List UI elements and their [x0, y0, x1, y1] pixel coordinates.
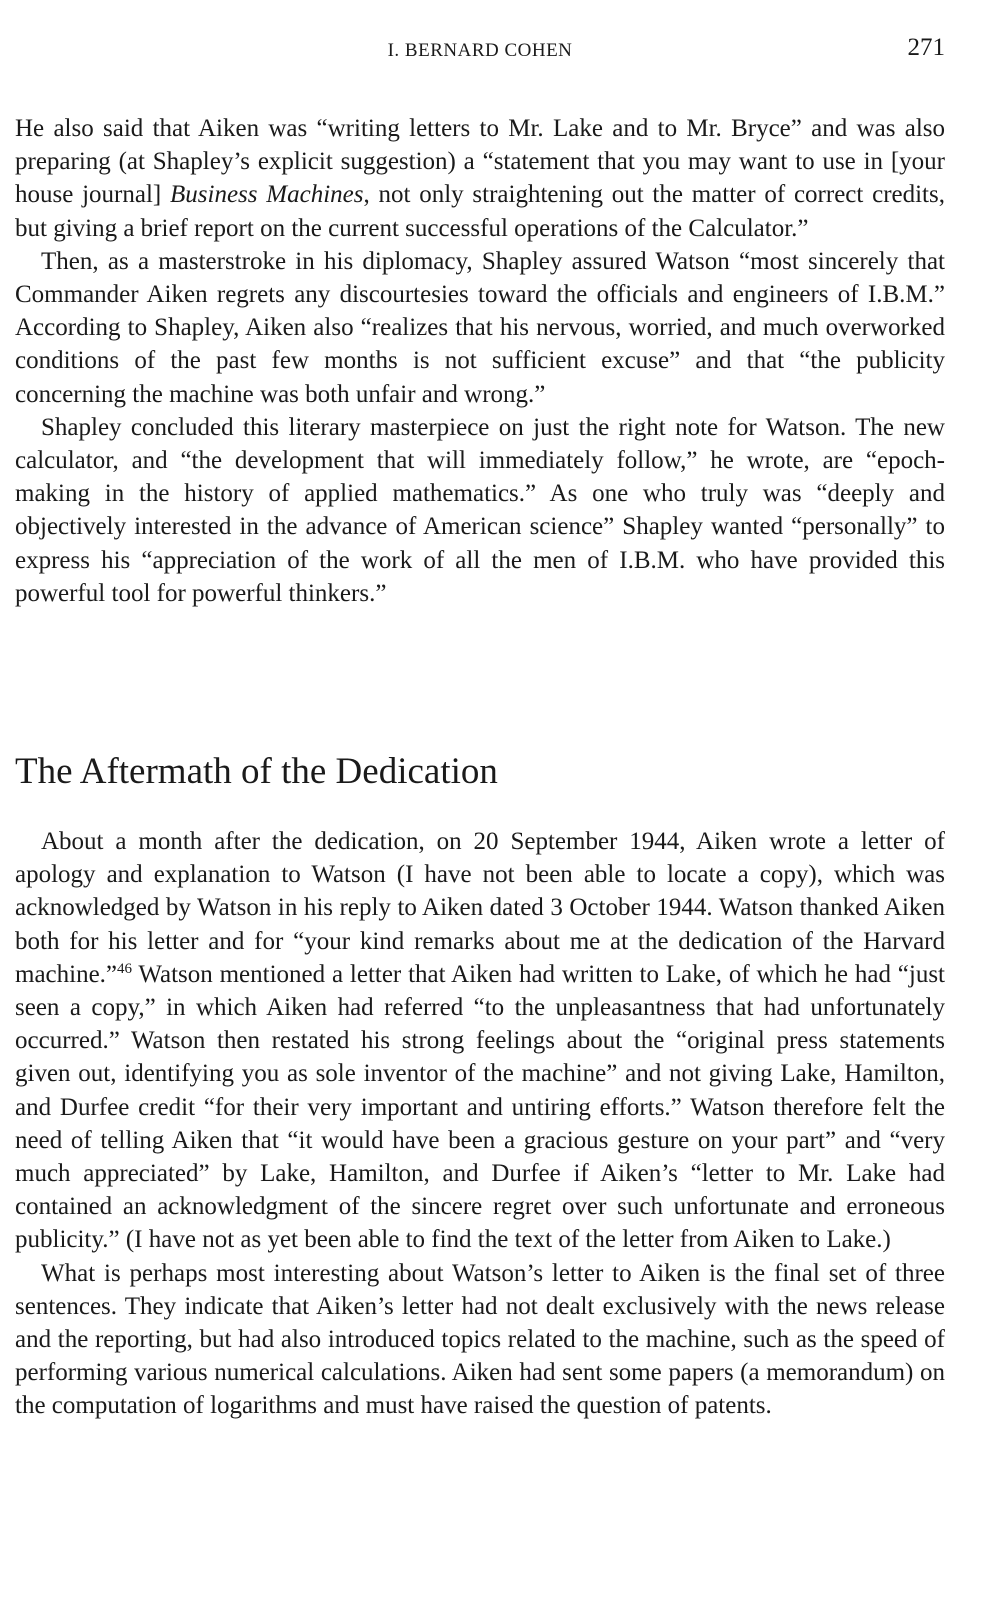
running-head [15, 34, 945, 68]
paragraph-text: Watson mentioned a letter that Aiken had written to Lake, of which he had “just seen a copy,” in which Aiken had referred “to the unpleasantness that had unfortunately occurred.” Watson then restated his strong feelings about the “original press statements given out, identifying you as sole inventor of the machine” and not giving Lake, Hamilton, and Durfee credit “for their very important and untiring efforts.” Watson therefore felt the need of telling Aiken that “it would have been a gracious gesture on your part” and “very much appreciated” by Lake, Hamilton, and Durfee if Aiken’s “letter to Mr. Lake had contained an acknowledgment of the sincere regret over such unfortunate and erroneous publicity.” (I have not as yet been able to find the text of the letter from Aiken to Lake.) [15, 960, 945, 1254]
footnote-reference: 46 [117, 960, 133, 977]
paragraph [15, 825, 945, 1257]
paragraph: What is perhaps most interesting about Watson’s letter to Aiken is the final set of three sentences. They indicate that Aiken’s letter had not dealt exclusively with the news release and the reporting, but had also introduced topics related to the machine, such as the speed of performing various numerical calculations. Aiken had sent some papers (a memorandum) on the computation of logarithms and must have raised the question of patents. [15, 1259, 945, 1420]
paragraph-text: , not only straightening out the matter of correct credits, but giving a brief report on the current successful operations of the Calculator.” [15, 181, 945, 242]
page-number: 271 [907, 34, 945, 61]
journal-title: Business Machines [170, 181, 364, 209]
section-heading: The Aftermath of the Dedication [15, 751, 498, 792]
text-block-after-heading [15, 825, 945, 1423]
paragraph: Then, as a masterstroke in his diplomacy, Shapley assured Watson “most sincerely that Commander Aiken regrets any discourtesies toward the officials and engineers of I.B.M.” According to Shapley, Aiken also “realizes that his nervous, worried, and much overworked conditions of the past few months is not sufficient excuse” and that “the publicity concerning the machine was both unfair and wrong.” [15, 247, 945, 408]
paragraph: Shapley concluded this literary masterpiece on just the right note for Watson. The new calculator, and “the development that will immediately follow,” he wrote, are “epoch-making in the history of applied mathematics.” As one who truly was “deeply and objectively interested in the advance of American science” Shapley wanted “personally” to express his “appreciation of the work of all the men of I.B.M. who have provided this powerful tool for powerful thinkers.” [15, 413, 945, 607]
paragraph-continued [15, 112, 945, 245]
paragraph-text: He also said that Aiken was “writing letters to Mr. Lake and to Mr. Bryce” and was also preparing (at Shapley’s explicit suggestion) a “statement that you may want to use in [your house journal] [15, 115, 945, 209]
paragraph-text: About a month after the dedication, on 20 September 1944, Aiken wrote a letter of apology and explanation to Watson (I have not been able to locate a copy), which was acknowledged by Watson in his reply to Aiken dated 3 October 1944. Watson thanked Aiken both for his letter and for “your kind remarks about me at the dedication of the Harvard machine.” [15, 828, 945, 988]
running-head-author: I. BERNARD COHEN [387, 40, 573, 61]
text-block-before-heading [15, 112, 945, 610]
